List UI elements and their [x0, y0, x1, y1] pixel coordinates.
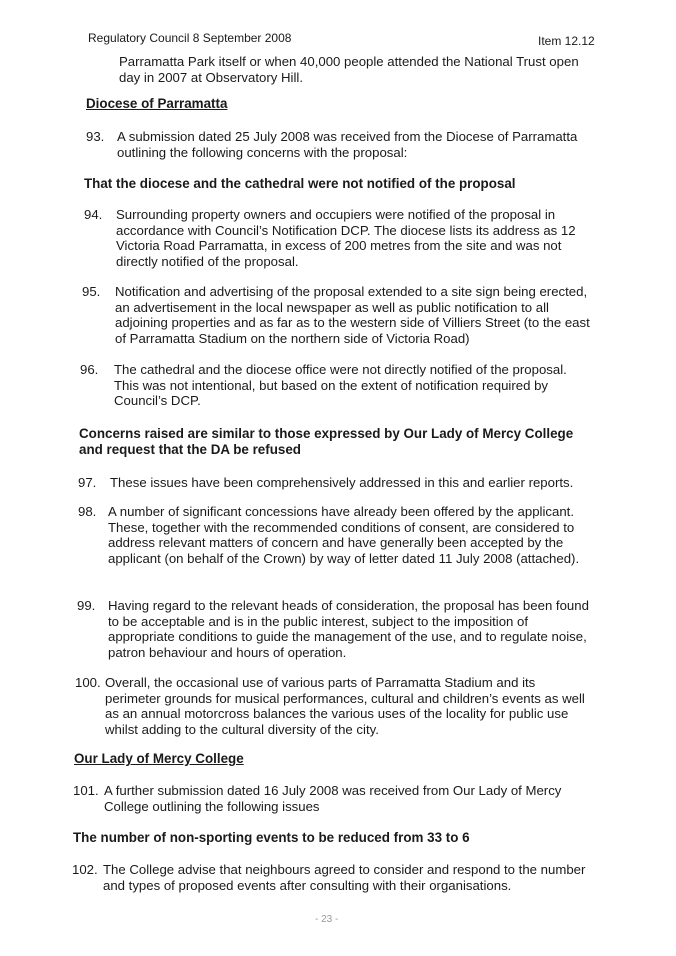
header-title: Regulatory Council 8 September 2008	[88, 31, 292, 45]
page-number: - 23 -	[315, 914, 339, 925]
paragraph-text: The College advise that neighbours agreed to consider and respond to the number and types of proposed events after consulting with their organisations.	[103, 862, 586, 893]
paragraph-number: 96.	[80, 362, 99, 377]
paragraph-text: These issues have been comprehensively addressed in this and earlier reports.	[110, 475, 574, 490]
subheading-events-reduced: The number of non-sporting events to be reduced from 33 to 6	[73, 830, 470, 845]
paragraph-text: Having regard to the relevant heads of consideration, the proposal has been found to be acceptable and is in the public interest, subject to the imposition of appropriate conditions to guide the management of the use, and to regulate noise, patron behaviour and hours of operation.	[108, 598, 589, 660]
paragraph-number: 101.	[73, 783, 99, 798]
paragraph-number: 102.	[72, 862, 98, 877]
paragraph-number: 99.	[77, 598, 96, 613]
header-item-number: Item 12.12	[538, 34, 595, 48]
subheading-not-notified: That the diocese and the cathedral were not notified of the proposal	[84, 176, 516, 191]
paragraph-text: Notification and advertising of the proposal extended to a site sign being erected, an advertisement in the local newspaper as well as public notification to all adjoining properties and as far as to the western side of Villiers Street (to the east of Parramatta Stadium on the northern side of Victoria Road)	[115, 284, 590, 346]
subheading-similar-concerns: Concerns raised are similar to those expressed by Our Lady of Mercy College and request that the DA be refused	[79, 426, 574, 457]
paragraph-number: 100.	[75, 675, 101, 690]
paragraph-number: 95.	[82, 284, 101, 299]
paragraph-text: A submission dated 25 July 2008 was received from the Diocese of Parramatta outlining the following concerns with the proposal:	[117, 129, 578, 160]
paragraph-text: A further submission dated 16 July 2008 was received from Our Lady of Mercy College outlining the following issues	[104, 783, 562, 814]
paragraph-text: A number of significant concessions have already been offered by the applicant. These, together with the recommended conditions of consent, are considered to address relevant matters of concern and have generally been accepted by the applicant (on behalf of the Crown) by way of letter dated 11 July 2008 (attached).	[108, 504, 580, 566]
paragraph-number: 93.	[86, 129, 105, 144]
section-title-diocese: Diocese of Parramatta	[86, 96, 228, 111]
paragraph-number: 97.	[78, 475, 97, 490]
continuation-text: Parramatta Park itself or when 40,000 people attended the National Trust open day in 2007 at Observatory Hill.	[119, 54, 579, 85]
paragraph-text: The cathedral and the diocese office were not directly notified of the proposal. This was not intentional, but based on the extent of notification required by Council’s DCP.	[114, 362, 567, 408]
paragraph-number: 98.	[78, 504, 97, 519]
paragraph-text: Overall, the occasional use of various parts of Parramatta Stadium and its perimeter grounds for musical performances, cultural and children’s events as well as an annual motorcross balances the various uses of the locality for public use whilst adding to the cultural diversity of the city.	[105, 675, 585, 737]
paragraph-number: 94.	[84, 207, 103, 222]
paragraph-text: Surrounding property owners and occupiers were notified of the proposal in accordance with Council’s Notification DCP. The diocese lists its address as 12 Victoria Road Parramatta, in excess of 200 metres from the site and was not directly notified of the proposal.	[116, 207, 576, 269]
section-title-our-lady-of-mercy: Our Lady of Mercy College	[74, 751, 244, 766]
